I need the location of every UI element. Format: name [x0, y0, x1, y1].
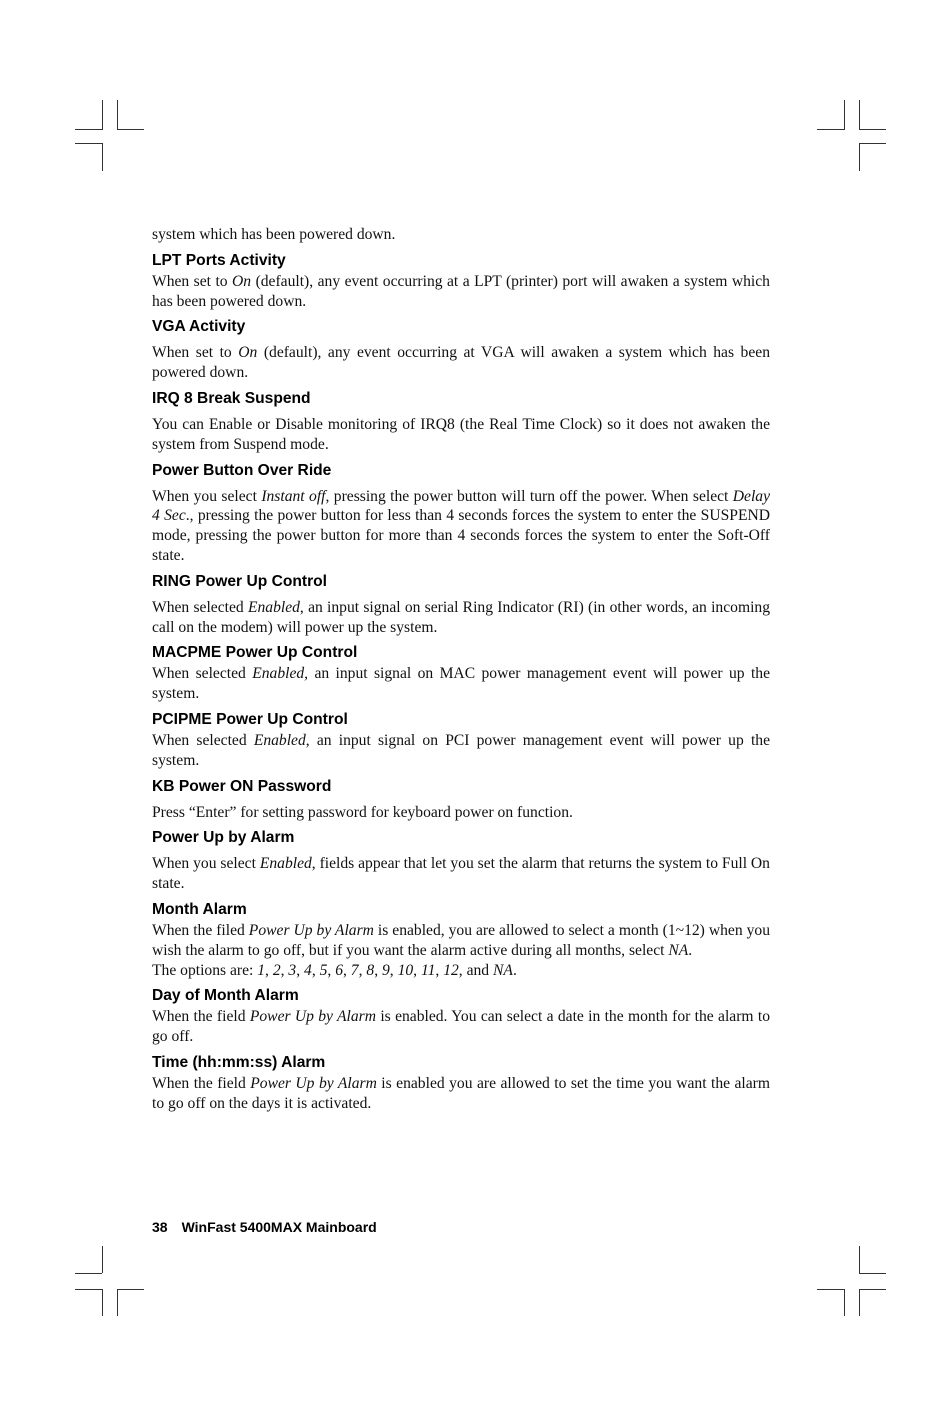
italic-term: 5: [319, 961, 328, 979]
italic-term: Power Up by Alarm: [250, 1074, 377, 1092]
italic-term: Power Up by Alarm: [248, 921, 374, 939]
section-body: [152, 415, 770, 455]
crop-mark: [75, 1289, 102, 1290]
section-body: [152, 1007, 770, 1047]
crop-mark: [75, 1273, 102, 1274]
text-run: When the field: [152, 1008, 250, 1026]
section-body: [152, 1074, 770, 1114]
section-list: [152, 251, 770, 1114]
section-body: [152, 854, 770, 894]
section-heading: IRQ 8 Break Suspend: [152, 389, 311, 407]
italic-term: Enabled: [253, 731, 306, 749]
text-run: , an input signal on PCI power management event will power up the system.: [152, 731, 770, 769]
text-run: , and: [458, 961, 494, 979]
text-run: .: [512, 961, 517, 979]
crop-mark: [844, 1289, 845, 1316]
text-run: is enabled, you are allowed to select a month (1~12) when you wish the alarm to go off, but if you want the alarm active during all months, select: [152, 921, 770, 959]
italic-term: 4: [304, 961, 312, 979]
crop-mark: [859, 100, 860, 130]
crop-mark: [859, 129, 886, 130]
crop-mark: [859, 1289, 860, 1316]
italic-term: 10: [397, 961, 414, 979]
section: [152, 777, 770, 823]
italic-term: 7: [350, 961, 359, 979]
italic-term: Enabled: [247, 598, 300, 616]
text-run: (default), any event occurring at VGA will awaken a system which has been powered down.: [152, 344, 770, 382]
text-run: When the filed: [152, 921, 249, 939]
text-run: , pressing the power button will turn off the power. When select: [325, 487, 733, 505]
section: [152, 710, 770, 771]
italic-term: Delay 4 Sec: [152, 487, 770, 525]
text-run: is enabled you are allowed to set the time you want the alarm to go off on the days it is activated.: [152, 1074, 771, 1112]
italic-term: 1: [257, 961, 266, 979]
section-body-options: [152, 961, 770, 981]
text-run: , an input signal on serial Ring Indicator (RI) (in other words, an incoming call on the modem) will power up the system.: [152, 598, 770, 636]
crop-mark: [117, 1289, 144, 1290]
italic-term: 2: [272, 961, 281, 979]
text-run: ,: [280, 961, 289, 979]
text-run: is enabled. You can select a date in the month for the alarm to go off.: [152, 1008, 770, 1046]
text-run: ,: [265, 961, 273, 979]
page-content: [152, 225, 770, 1114]
text-run: When selected: [152, 731, 254, 749]
text-run: ,: [311, 961, 320, 979]
italic-term: NA: [493, 961, 513, 979]
crop-mark: [117, 1289, 118, 1316]
italic-term: NA: [668, 941, 689, 959]
section-heading: Day of Month Alarm: [152, 987, 299, 1005]
section-heading: Month Alarm: [152, 900, 247, 918]
section-body: [152, 731, 770, 771]
italic-term: On: [232, 272, 252, 290]
crop-mark: [859, 1289, 886, 1290]
text-run: an input signal on MAC power management event will power up the system.: [152, 665, 770, 703]
text-run: ,: [343, 961, 351, 979]
section: [152, 643, 770, 704]
italic-term: 11: [420, 961, 436, 979]
section-body: [152, 487, 770, 566]
text-run: When set to: [152, 344, 239, 362]
text-run: ,: [374, 961, 382, 979]
crop-mark: [859, 143, 886, 144]
crop-mark: [117, 100, 118, 130]
section-heading: Power Button Over Ride: [152, 461, 332, 479]
text-run: Press “Enter” for setting password for keyboard power on function.: [152, 803, 573, 821]
section: [152, 389, 770, 455]
section: [152, 317, 770, 383]
section-heading: Time (hh:mm:ss) Alarm: [152, 1053, 326, 1071]
crop-mark: [859, 1246, 860, 1273]
text-run: When you select: [152, 487, 262, 505]
section-heading: Power Up by Alarm: [152, 829, 295, 847]
section-heading: RING Power Up Control: [152, 572, 327, 590]
section-heading: LPT Ports Activity: [152, 251, 286, 269]
section: [152, 251, 770, 312]
section-body: [152, 272, 770, 312]
section: [152, 572, 770, 638]
italic-term: 8: [366, 961, 375, 979]
text-run: The options are:: [152, 961, 258, 979]
text-run: , fields appear that let you set the alarm that returns the system to Full On state.: [152, 855, 770, 893]
text-run: ., pressing the power button for less than 4 seconds forces the system to enter the SUSPEND mode, pressing the power button for more than 4 seconds forces the system to enter the Soft-Off state.: [152, 507, 770, 564]
text-run: ,: [327, 961, 336, 979]
text-run: ,: [389, 961, 398, 979]
text-run: ,: [358, 961, 367, 979]
crop-mark: [75, 129, 102, 130]
text-run: When selected: [152, 665, 253, 683]
section-body: [152, 598, 770, 638]
italic-term: 9: [381, 961, 390, 979]
text-run: When the field: [152, 1074, 251, 1092]
crop-mark: [859, 1273, 886, 1274]
section: [152, 461, 770, 566]
text-run: You can Enable or Disable monitoring of IRQ8 (the Real Time Clock) so it does not awaken the system from Suspend mode.: [152, 415, 770, 453]
text-run: ,: [413, 961, 421, 979]
italic-term: Power Up by Alarm: [249, 1008, 377, 1026]
text-run: When selected: [152, 598, 248, 616]
italic-term: 12: [443, 961, 459, 979]
text-run: (default), any event occurring at a LPT (printer) port will awaken a system which has been powered down.: [152, 272, 770, 310]
text-run: ,: [296, 961, 305, 979]
italic-term: On: [238, 344, 258, 362]
section-heading: KB Power ON Password: [152, 777, 332, 795]
section: [152, 1053, 770, 1114]
page-footer: [152, 1219, 377, 1235]
page-number: 38: [152, 1219, 168, 1235]
crop-mark: [844, 100, 845, 130]
section-body: [152, 803, 770, 823]
section: [152, 986, 770, 1047]
crop-mark: [817, 1289, 844, 1290]
crop-mark: [75, 143, 102, 144]
intro-paragraph: system which has been powered down.: [152, 226, 396, 243]
crop-mark: [102, 1289, 103, 1316]
section-body: [152, 343, 770, 383]
italic-term: Enabled,: [252, 665, 309, 683]
crop-mark: [102, 1246, 103, 1273]
crop-mark: [102, 100, 103, 130]
section: [152, 828, 770, 894]
section-heading: PCIPME Power Up Control: [152, 710, 348, 728]
document-title: WinFast 5400MAX Mainboard: [181, 1219, 377, 1235]
text-run: When set to: [152, 272, 233, 290]
section-body: [152, 921, 770, 961]
section-heading: VGA Activity: [152, 318, 246, 336]
section-body: [152, 664, 770, 704]
section-heading: MACPME Power Up Control: [152, 644, 358, 662]
text-run: ,: [435, 961, 444, 979]
crop-mark: [117, 129, 144, 130]
italic-term: 6: [335, 961, 343, 979]
section: [152, 900, 770, 980]
crop-mark: [859, 143, 860, 171]
italic-term: 3: [288, 961, 297, 979]
crop-mark: [817, 129, 844, 130]
text-run: .: [688, 941, 693, 959]
italic-term: Enabled: [259, 855, 312, 873]
text-run: When you select: [152, 855, 260, 873]
crop-mark: [102, 143, 103, 171]
italic-term: Instant off: [261, 487, 326, 505]
